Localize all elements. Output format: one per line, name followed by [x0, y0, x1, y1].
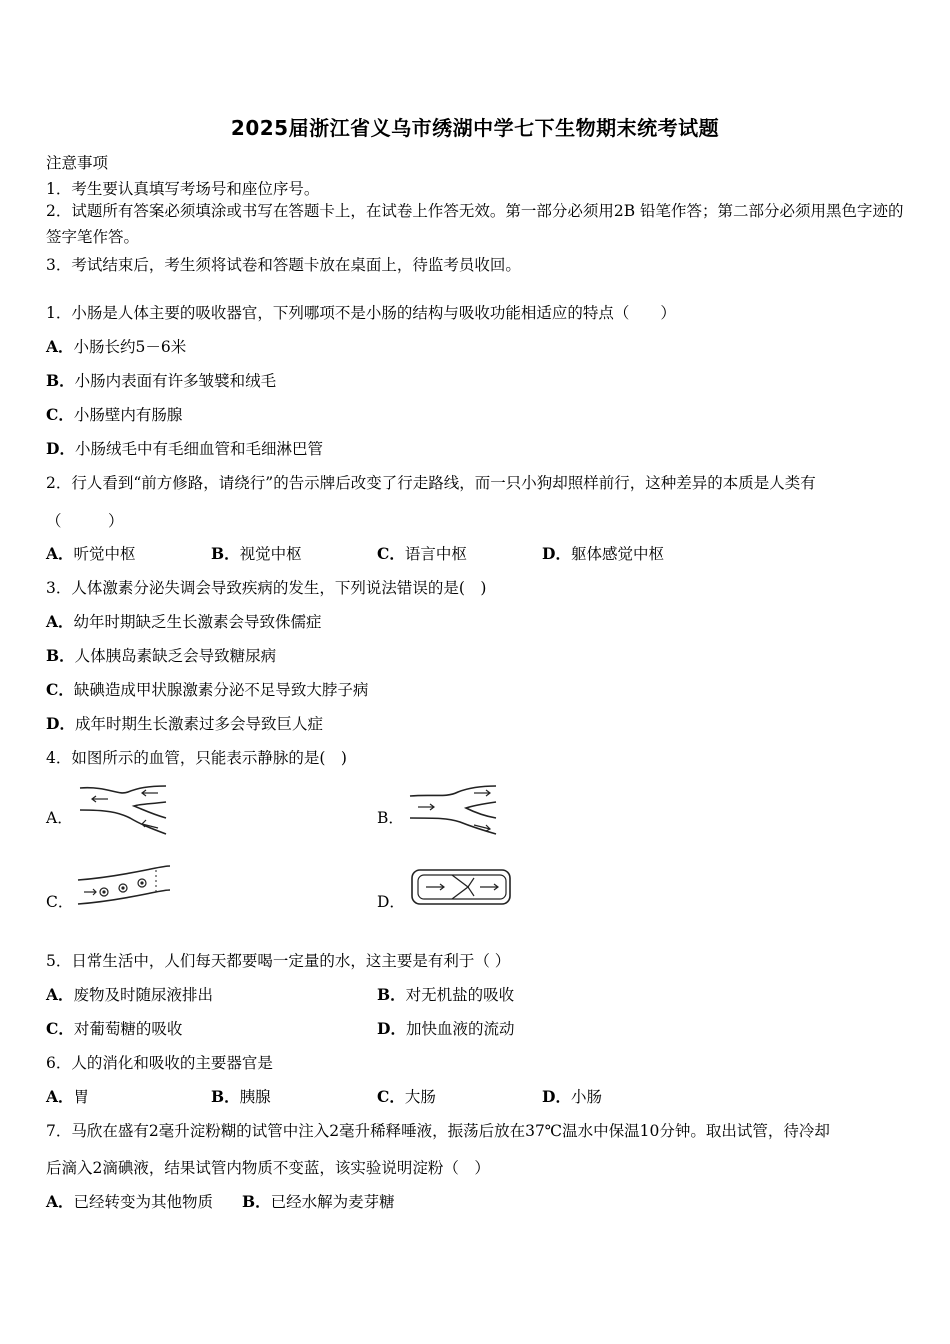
option-label: B． — [377, 985, 406, 1004]
option — [46, 335, 186, 357]
option-text: 视觉中枢 — [239, 545, 302, 563]
option-label: D． — [542, 1087, 571, 1106]
option-text: 幼年时期缺乏生长激素会导致侏儒症 — [73, 613, 322, 631]
option — [542, 1085, 602, 1107]
option-text: 胃 — [73, 1088, 90, 1106]
option — [242, 1190, 395, 1212]
option-text: 废物及时随尿液排出 — [73, 986, 214, 1004]
option — [46, 644, 276, 666]
option-label: A． — [46, 337, 74, 356]
option-label: B． — [242, 1192, 271, 1211]
option — [46, 678, 368, 700]
option — [377, 1085, 436, 1107]
option — [46, 1085, 89, 1107]
option-label: B． — [211, 1087, 240, 1106]
notice-item: 3．考试结束后，考生须将试卷和答题卡放在桌面上，待监考员收回。 — [46, 256, 521, 274]
option-text: 小肠绒毛中有毛细血管和毛细淋巴管 — [74, 440, 323, 458]
option — [542, 542, 664, 564]
option — [377, 542, 467, 564]
option-label: D． — [377, 1019, 406, 1038]
option — [377, 1017, 514, 1039]
vessel-figure-b — [408, 782, 500, 838]
option-label: D． — [542, 544, 571, 563]
option-text: 躯体感觉中枢 — [570, 545, 664, 563]
notice-item: 2．试题所有答案必须填涂或书写在答题卡上，在试卷上作答无效。第一部分必须用2B 铅笔作答；第二部分必须用黑色字迹的签字笔作答。 — [46, 202, 904, 246]
question-stem: 1．小肠是人体主要的吸收器官，下列哪项不是小肠的结构与吸收功能相适应的特点（ ） — [46, 304, 676, 322]
option-text: 小肠内表面有许多皱襞和绒毛 — [74, 372, 277, 390]
option-text: 已经转变为其他物质 — [73, 1193, 214, 1211]
option — [211, 1085, 271, 1107]
vessel-figure-a — [78, 782, 170, 838]
option-text: 小肠长约5－6米 — [73, 338, 187, 356]
option-label: C． — [46, 1019, 74, 1038]
option-label: B． — [46, 646, 75, 665]
option-text: 小肠壁内有肠腺 — [73, 406, 183, 424]
vessel-figure-c — [76, 864, 174, 912]
option — [46, 369, 276, 391]
option-label: A． — [46, 985, 74, 1004]
option-text: 人体胰岛素缺乏会导致糖尿病 — [74, 647, 277, 665]
option-label: A． — [46, 1087, 74, 1106]
option-text: 胰腺 — [239, 1088, 271, 1106]
option — [46, 1190, 213, 1212]
option-label: D． — [46, 714, 75, 733]
option — [46, 712, 323, 734]
question-stem: 7．马欣在盛有2毫升淀粉糊的试管中注入2毫升稀释唾液，振荡后放在37℃温水中保温10分钟。取出试管，待冷却 — [46, 1122, 830, 1140]
option-label: C． — [46, 680, 74, 699]
question-stem: 3．人体激素分泌失调会导致疾病的发生，下列说法错误的是( ) — [46, 579, 487, 597]
option — [46, 403, 182, 425]
option — [46, 983, 213, 1005]
option — [46, 1017, 182, 1039]
option-text: 大肠 — [404, 1088, 436, 1106]
option-label: B． — [46, 371, 75, 390]
option-label: D． — [377, 893, 405, 911]
option-text: 对葡萄糖的吸收 — [73, 1020, 183, 1038]
option — [377, 983, 514, 1005]
notice-heading: 注意事项 — [46, 154, 109, 172]
option-label: C． — [46, 405, 74, 424]
option-text: 语言中枢 — [404, 545, 467, 563]
option-label: B． — [377, 809, 404, 827]
question-stem-cont: 后滴入2滴碘液，结果试管内物质不变蓝，该实验说明淀粉（ ） — [46, 1159, 490, 1177]
question-stem: 5．日常生活中，人们每天都要喝一定量的水，这主要是有利于（ ） — [46, 952, 511, 970]
option — [46, 437, 323, 459]
question-stem-cont: （ ） — [46, 512, 124, 530]
option — [46, 542, 136, 564]
option-label: D． — [46, 439, 75, 458]
option-label: B． — [211, 544, 240, 563]
notice-item: 1．考生要认真填写考场号和座位序号。 — [46, 180, 320, 198]
option-text: 听觉中枢 — [73, 545, 136, 563]
option — [211, 542, 302, 564]
option-text: 对无机盐的吸收 — [405, 986, 515, 1004]
option-text: 成年时期生长激素过多会导致巨人症 — [74, 715, 323, 733]
option-label: A． — [46, 809, 73, 827]
page-title: 2025届浙江省义乌市绣湖中学七下生物期末统考试题 — [230, 116, 720, 140]
option-label: A． — [46, 612, 74, 631]
option-text: 缺碘造成甲状腺激素分泌不足导致大脖子病 — [73, 681, 369, 699]
option-text: 小肠 — [570, 1088, 602, 1106]
option-label: A． — [46, 544, 74, 563]
question-stem: 2．行人看到“前方修路，请绕行”的告示牌后改变了行走路线，而一只小狗却照样前行，这种差异的本质是人类有 — [46, 474, 816, 492]
option-label: C． — [377, 1087, 405, 1106]
option-label: C． — [46, 893, 74, 911]
question-stem: 4．如图所示的血管，只能表示静脉的是( ) — [46, 749, 347, 767]
option-text: 加快血液的流动 — [405, 1020, 515, 1038]
vessel-figure-d — [408, 866, 516, 908]
question-stem: 6．人的消化和吸收的主要器官是 — [46, 1054, 273, 1072]
option-label: A． — [46, 1192, 74, 1211]
option-label: C． — [377, 544, 405, 563]
option-text: 已经水解为麦芽糖 — [270, 1193, 395, 1211]
option — [46, 610, 322, 632]
